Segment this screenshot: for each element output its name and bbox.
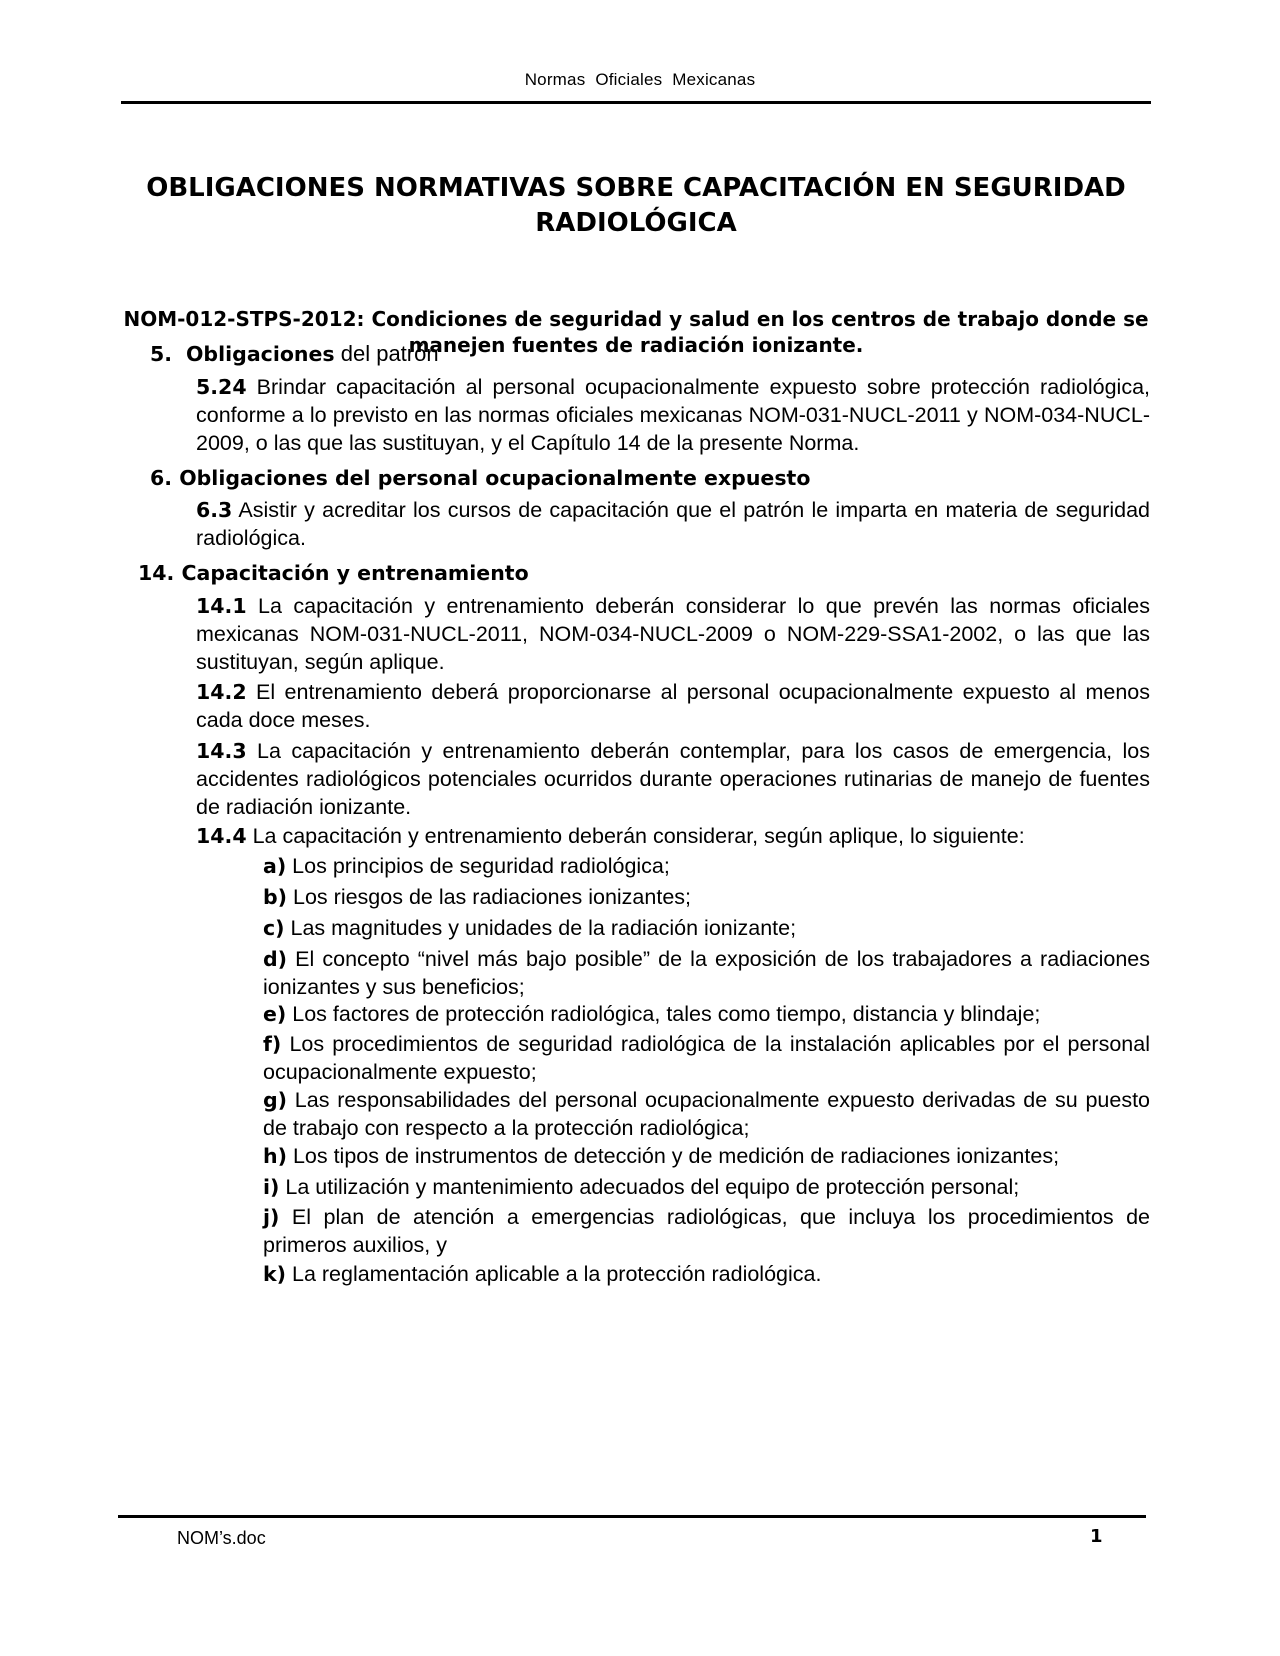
item-text: Los tipos de instrumentos de detección y de medición de radiaciones ionizantes; [286,1144,1060,1168]
section-number: 14. [138,561,175,585]
section-heading-6 [150,464,810,492]
paragraph-number: 14.2 [196,680,247,704]
item-text: Las responsabilidades del personal ocupacionalmente expuesto derivadas de su puesto de trabajo con respecto a la protección radiológica; [263,1088,1150,1140]
header-text: Normas Oficiales Mexicanas [524,70,756,89]
paragraph-number: 14.1 [196,594,247,618]
paragraph-number: 14.3 [196,739,247,763]
list-item-a [263,852,1150,880]
item-label: a) [263,854,287,878]
item-text: El plan de atención a emergencias radiológicas, que incluya los procedimientos de primeros auxilios, y [263,1205,1150,1257]
item-label: b) [263,885,288,909]
list-item-e [263,1000,1150,1028]
item-label: k) [263,1262,287,1286]
paragraph-14-1 [196,592,1150,676]
item-label: i) [263,1175,280,1199]
list-item-g [263,1086,1150,1142]
paragraph-text: El entrenamiento deberá proporcionarse al personal ocupacionalmente expuesto al menos cada doce meses. [196,680,1150,732]
list-item-d [263,945,1150,1001]
item-label: h) [263,1144,287,1168]
paragraph-number: 14.4 [196,824,247,848]
paragraph-14-2 [196,678,1150,734]
paragraph-5-24 [196,373,1150,457]
list-item-c [263,914,1150,942]
section-number: 6. [150,466,173,490]
header-rule [121,101,1151,104]
paragraph-number: 6.3 [196,498,233,522]
paragraph-text: Brindar capacitación al personal ocupacionalmente expuesto sobre protección radiológica, conforme a lo previsto en las normas oficiales mexicanas NOM-031-NUCL-2011 y NOM-034-NUCL-2009, o las que las sustituyan, y el Capítulo 14 de la presente Norma. [196,375,1150,455]
item-label: d) [263,947,288,971]
item-label: f) [263,1032,282,1056]
paragraph-number: 5.24 [196,375,247,399]
item-label: g) [263,1088,288,1112]
section-number: 5. [150,342,173,366]
section-title-bold: Obligaciones [186,342,335,366]
paragraph-text: Asistir y acreditar los cursos de capacitación que el patrón le imparta en materia de seguridad radiológica. [196,498,1150,550]
list-item-f [263,1030,1150,1086]
paragraph-text: La capacitación y entrenamiento deberán considerar lo que prevén las normas oficiales mexicanas NOM-031-NUCL-2011, NOM-034-NUCL-2009 o NOM-229-SSA1-2002, o las que las sustituyan, según aplique. [196,594,1150,674]
item-text: Los factores de protección radiológica, tales como tiempo, distancia y blindaje; [286,1002,1041,1026]
item-text: El concepto “nivel más bajo posible” de la exposición de los trabajadores a radiaciones ionizantes y sus beneficios; [263,947,1150,999]
item-text: Las magnitudes y unidades de la radiación ionizante; [284,916,797,940]
item-text: La reglamentación aplicable a la protección radiológica. [286,1262,822,1286]
page-number: 1 [1090,1526,1103,1547]
item-text: Los riesgos de las radiaciones ionizantes; [287,885,692,909]
document-title: OBLIGACIONES NORMATIVAS SOBRE CAPACITACIÓN EN SEGURIDAD RADIOLÓGICA [146,173,1126,238]
paragraph-text: La capacitación y entrenamiento deberán considerar, según aplique, lo siguiente: [246,824,1025,848]
paragraph-14-4 [196,822,1150,850]
item-text: Los procedimientos de seguridad radiológica de la instalación aplicables por el personal ocupacionalmente expuesto; [263,1032,1150,1084]
item-text: Los principios de seguridad radiológica; [286,854,670,878]
paragraph-text: La capacitación y entrenamiento deberán contemplar, para los casos de emergencia, los accidentes radiológicos potenciales ocurridos durante operaciones rutinarias de manejo de fuentes de radiación ionizante. [196,739,1150,819]
section-heading-5 [150,340,439,368]
list-item-k [263,1260,1150,1288]
paragraph-6-3 [196,496,1150,552]
list-item-h [263,1142,1150,1170]
item-label: c) [263,916,285,940]
norm-subtitle: NOM-012-STPS-2012: Condiciones de seguridad y salud en los centros de trabajo donde se manejen fuentes de radiación ionizante. [123,307,1149,357]
section-heading-14 [138,559,529,587]
section-title: Obligaciones del personal ocupacionalmente expuesto [179,466,811,490]
section-title-rest: del patrón [334,341,439,366]
list-item-b [263,883,1150,911]
list-item-j [263,1203,1150,1259]
item-label: e) [263,1002,287,1026]
section-title: Capacitación y entrenamiento [181,561,529,585]
list-item-i [263,1173,1150,1201]
paragraph-14-3 [196,737,1150,821]
item-label: j) [263,1205,280,1229]
footer-rule [118,1515,1146,1518]
item-text: La utilización y mantenimiento adecuados del equipo de protección personal; [279,1175,1020,1199]
footer-filename: NOM’s.doc [177,1528,266,1548]
